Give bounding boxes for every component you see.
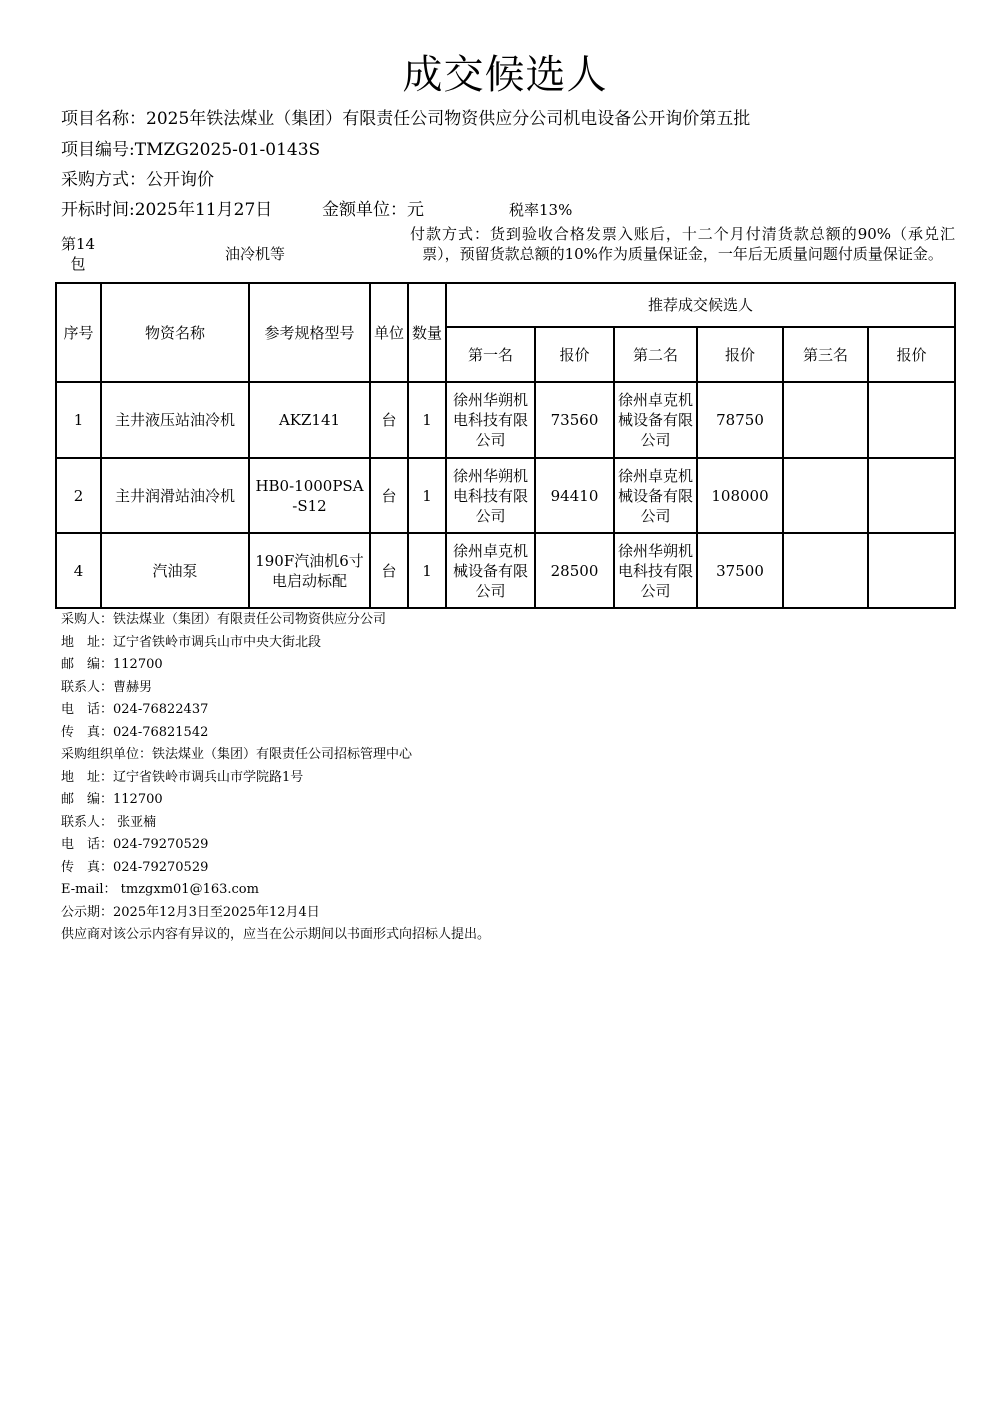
header-price2: 报价 — [697, 327, 783, 382]
header-material: 物资名称 — [101, 283, 249, 382]
header-spec: 参考规格型号 — [249, 283, 370, 382]
cell-price2: 108000 — [697, 458, 783, 533]
header-seq: 序号 — [56, 283, 101, 382]
payment-terms: 付款方式：货到验收合格发票入账后，十二个月付清货款总额的90%（承兑汇票），预留货款总额的10%作为质量保证金，一年后无质量问题付质量保证金。 — [410, 225, 955, 263]
header-first: 第一名 — [446, 327, 535, 382]
purchaser-postcode: 邮 编：112700 — [61, 657, 163, 672]
header-qty: 数量 — [408, 283, 446, 382]
cell-spec: AKZ141 — [249, 382, 370, 458]
cell-first: 徐州华朔机电科技有限公司 — [446, 382, 535, 458]
header-recommend: 推荐成交候选人 — [446, 283, 955, 327]
cell-unit: 台 — [370, 533, 408, 608]
purchaser-phone: 电 话：024-76822437 — [61, 702, 209, 717]
procurement-method: 采购方式：公开询价 — [61, 170, 214, 190]
project-name: 项目名称：2025年铁法煤业（集团）有限责任公司物资供应分公司机电设备公开询价第五批 — [61, 109, 751, 129]
table-row — [56, 533, 955, 608]
project-number: 项目编号:TMZG2025-01-0143S — [61, 140, 321, 160]
tax-rate: 税率13% — [509, 201, 573, 219]
header-third: 第三名 — [783, 327, 868, 382]
cell-qty: 1 — [408, 458, 446, 533]
cell-material: 主井润滑站油冷机 — [101, 458, 249, 533]
cell-seq: 2 — [56, 458, 101, 533]
page-title: 成交候选人 — [402, 52, 608, 98]
currency-unit: 金额单位：元 — [322, 200, 424, 220]
contact-info — [61, 609, 490, 947]
purchaser-contact: 联系人：曹赫男 — [61, 679, 153, 695]
cell-seq: 4 — [56, 533, 101, 608]
cell-qty: 1 — [408, 382, 446, 458]
objection-notice: 供应商对该公示内容有异议的，应当在公示期间以书面形式向招标人提出。 — [61, 927, 491, 942]
header-price3: 报价 — [868, 327, 955, 382]
cell-spec: HB0-1000PSA-S12 — [249, 458, 370, 533]
cell-third — [783, 458, 868, 533]
cell-second: 徐州华朔机电科技有限公司 — [614, 533, 697, 608]
cell-material: 主井液压站油冷机 — [101, 382, 249, 458]
cell-price3 — [868, 533, 955, 608]
cell-second: 徐州卓克机械设备有限公司 — [614, 382, 697, 458]
cell-price1: 28500 — [535, 533, 614, 608]
purchaser: 采购人：铁法煤业（集团）有限责任公司物资供应分公司 — [61, 612, 387, 627]
organizer-fax: 传 真：024-79270529 — [61, 859, 209, 875]
cell-price2: 37500 — [697, 533, 783, 608]
header-second: 第二名 — [614, 327, 697, 382]
organizer-contact: 联系人： 张亚楠 — [61, 814, 157, 830]
bid-opening-time: 开标时间:2025年11月27日 — [61, 200, 273, 220]
organizer: 采购组织单位：铁法煤业（集团）有限责任公司招标管理中心 — [61, 747, 413, 762]
cell-price1: 94410 — [535, 458, 614, 533]
cell-unit: 台 — [370, 382, 408, 458]
cell-seq: 1 — [56, 382, 101, 458]
candidate-table — [55, 282, 956, 609]
cell-price1: 73560 — [535, 382, 614, 458]
cell-price2: 78750 — [697, 382, 783, 458]
cell-price3 — [868, 458, 955, 533]
cell-third — [783, 533, 868, 608]
publicity-period: 公示期：2025年12月3日至2025年12月4日 — [61, 904, 320, 920]
cell-unit: 台 — [370, 458, 408, 533]
cell-material: 汽油泵 — [101, 533, 249, 608]
table-row — [56, 458, 955, 533]
organizer-postcode: 邮 编：112700 — [61, 792, 163, 807]
package-name: 油冷机等 — [224, 245, 285, 263]
header-unit: 单位 — [370, 283, 408, 382]
header-price1: 报价 — [535, 327, 614, 382]
cell-price3 — [868, 382, 955, 458]
cell-spec: 190F汽油机6寸电启动标配 — [249, 533, 370, 608]
organizer-email: E-mail： tmzgxm01@163.com — [61, 882, 259, 897]
table-row — [56, 382, 955, 458]
organizer-phone: 电 话：024-79270529 — [61, 837, 209, 852]
purchaser-fax: 传 真：024-76821542 — [61, 724, 209, 740]
cell-first: 徐州卓克机械设备有限公司 — [446, 533, 535, 608]
package-number: 第14包 — [60, 235, 96, 273]
purchaser-address: 地 址：辽宁省铁岭市调兵山市中央大街北段 — [61, 634, 322, 650]
header-row-1 — [56, 283, 955, 327]
cell-third — [783, 382, 868, 458]
cell-second: 徐州卓克机械设备有限公司 — [614, 458, 697, 533]
cell-qty: 1 — [408, 533, 446, 608]
organizer-address: 地 址：辽宁省铁岭市调兵山市学院路1号 — [61, 769, 304, 785]
cell-first: 徐州华朔机电科技有限公司 — [446, 458, 535, 533]
